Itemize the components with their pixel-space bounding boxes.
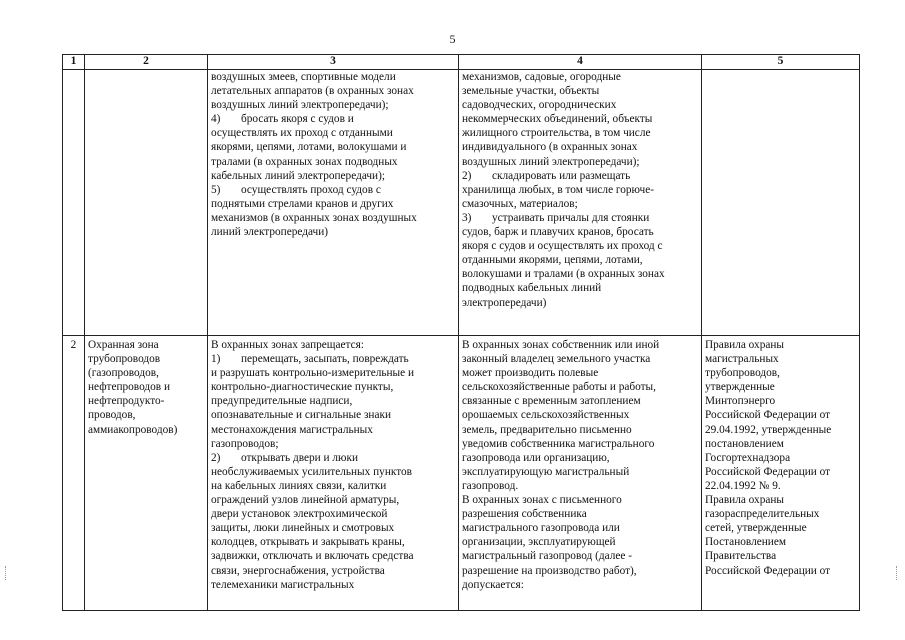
text-line: В охранных зонах с письменного [462, 494, 622, 507]
text-line: В охранных зонах запрещается: [211, 339, 364, 351]
text-line: Постановлением [705, 536, 786, 549]
cell-prohibitions [208, 70, 459, 336]
text-line: 5) осуществлять проход судов с [211, 183, 381, 196]
text-line: аммиакопроводов) [88, 423, 178, 436]
text-line: может производить полевые [462, 367, 599, 380]
text-line: 1) перемещать, засыпать, повреждать [211, 353, 409, 366]
text-line: сельскохозяйственные работы и работы, [462, 381, 656, 394]
text-line: задвижки, отключать и включать средства [211, 550, 414, 563]
text-line: воздушных линий электропередачи); [462, 155, 640, 168]
text-line: садоводческих, огороднических [462, 99, 617, 112]
scan-mark-left [5, 566, 9, 580]
text-line: Госгортехнадзора [705, 451, 791, 464]
text-line: 3) устраивать причалы для стоянки [462, 211, 650, 224]
cell-permissions [459, 70, 702, 336]
text-line: якоря с судов и осуществлять их проход с [462, 240, 663, 253]
text-line: летательных аппаратов (в охранных зонах [211, 85, 414, 98]
text-line: и разрушать контрольно-измерительные и [211, 367, 415, 380]
header-cell-5: 5 [702, 55, 860, 70]
cell-legal-basis [702, 336, 860, 611]
text-line: отданными якорями, цепями, лотами, [462, 254, 643, 267]
text-line: колодцев, открывать и закрывать краны, [211, 536, 405, 549]
cell-zone-name [85, 70, 208, 336]
text-line: уведомив собственника магистрального [462, 437, 655, 450]
text-line: некоммерческих объединений, объекты [462, 113, 653, 126]
text-line: магистрального газопровода или [462, 522, 620, 535]
text-line: поднятыми стрелами кранов и других [211, 197, 394, 210]
text-line: газопровод. [462, 479, 519, 492]
text-line: 4) бросать якоря с судов и [211, 113, 354, 126]
text-line: двери установок электрохимической [211, 508, 388, 521]
text-line: нефтепроводов и [88, 381, 170, 394]
text-line: магистральных [705, 353, 779, 366]
text-line: тралами (в охранных зонах подводных [211, 155, 398, 168]
text-line: Правила охраны [705, 494, 784, 507]
text-line: законный владелец земельного участка [462, 353, 651, 366]
text-line: якорями, цепями, лотами, волокушами и [211, 141, 407, 154]
text-line: Российской Федерации от [705, 564, 831, 577]
text-line: предупредительные надписи, [211, 395, 353, 408]
text-line: опознавательные и сигнальные знаки [211, 409, 392, 422]
text-line: волокушами и тралами (в охранных зонах [462, 268, 665, 281]
text-line: эксплуатирующую магистральный [462, 465, 630, 478]
scan-mark-right [896, 566, 900, 580]
text-line: Правительства [705, 550, 777, 563]
text-line: разрешение на производство работ), [462, 564, 637, 577]
table-row-pipelines [63, 336, 860, 611]
header-cell-1: 1 [63, 55, 85, 70]
text-line: земель, предварительно письменно [462, 423, 632, 436]
text-line: сетей, утвержденные [705, 522, 807, 535]
text-line: газораспределительных [705, 508, 820, 521]
text-line: индивидуального (в охранных зонах [462, 141, 638, 154]
text-line: связи, энергоснабжения, устройства [211, 564, 385, 577]
cell-legal-basis [702, 70, 860, 336]
text-line: 22.04.1992 № 9. [705, 479, 781, 492]
text-line: судов, барж и плавучих кранов, бросать [462, 226, 654, 239]
text-line: хранилища любых, в том числе горюче- [462, 183, 655, 196]
page-number: 5 [449, 32, 456, 46]
text-line: механизмов (в охранных зонах воздушных [211, 211, 417, 224]
text-line: проводов, [88, 409, 136, 422]
cell-permissions [459, 336, 702, 611]
text-line: 2) открывать двери и люки [211, 451, 359, 464]
cell-number: 2 [63, 336, 85, 611]
text-line: местонахождения магистральных [211, 423, 373, 436]
text-line: ограждений узлов линейной арматуры, [211, 494, 400, 507]
text-line: 2) складировать или размещать [462, 169, 631, 182]
text-line: воздушных змеев, спортивные модели [211, 71, 396, 83]
text-line: Российской Федерации от [705, 409, 831, 422]
text-line: разрешения собственника [462, 508, 587, 521]
header-cell-4: 4 [459, 55, 702, 70]
text-line: воздушных линий электропередачи); [211, 99, 389, 112]
text-line: В охранных зонах собственник или иной [462, 339, 660, 351]
table-row-continued [63, 70, 860, 336]
text-line: Минтопэнерго [705, 395, 776, 408]
text-line: защиты, люки линейных и смотровых [211, 522, 395, 535]
text-line: осуществлять их проход с отданными [211, 127, 393, 140]
text-line: трубопроводов, [705, 367, 780, 380]
text-line: смазочных, материалов; [462, 197, 578, 210]
text-line: газопровода или организацию, [462, 451, 610, 464]
text-line: телемеханики магистральных [211, 578, 355, 591]
header-cell-2: 2 [85, 55, 208, 70]
text-line: утвержденные [705, 381, 775, 394]
text-line: 29.04.1992, утвержденные [705, 423, 832, 436]
text-line: Охранная зона [88, 339, 159, 351]
text-line: (газопроводов, [88, 367, 159, 380]
text-line: жилищного строительства, в том числе [462, 127, 651, 140]
text-line: подводных кабельных линий [462, 282, 602, 295]
text-line: необслуживаемых усилительных пунктов [211, 465, 412, 478]
text-line: Правила охраны [705, 339, 784, 351]
text-line: магистральный газопровод (далее - [462, 550, 632, 563]
text-line: допускается: [462, 578, 524, 591]
cell-number [63, 70, 85, 336]
text-line: контрольно-диагностические пункты, [211, 381, 394, 394]
text-line: трубопроводов [88, 353, 161, 366]
text-line: линий электропередачи) [211, 226, 329, 239]
text-line: орошаемых сельскохозяйственных [462, 409, 630, 422]
text-line: электропередачи) [462, 296, 547, 309]
cell-zone-name [85, 336, 208, 611]
header-cell-3: 3 [208, 55, 459, 70]
text-line: механизмов, садовые, огородные [462, 71, 621, 83]
regulations-table [62, 54, 860, 611]
text-line: на кабельных линиях связи, калитки [211, 479, 387, 492]
text-line: газопроводов; [211, 437, 279, 450]
text-line: Российской Федерации от [705, 465, 831, 478]
text-line: земельные участки, объекты [462, 85, 600, 98]
text-line: организации, эксплуатирующей [462, 536, 616, 549]
text-line: нефтепродукто- [88, 395, 165, 408]
table-header-row [63, 55, 860, 70]
text-line: кабельных линий электропередачи); [211, 169, 386, 182]
cell-prohibitions [208, 336, 459, 611]
text-line: постановлением [705, 437, 784, 450]
text-line: связанные с временным затоплением [462, 395, 641, 408]
